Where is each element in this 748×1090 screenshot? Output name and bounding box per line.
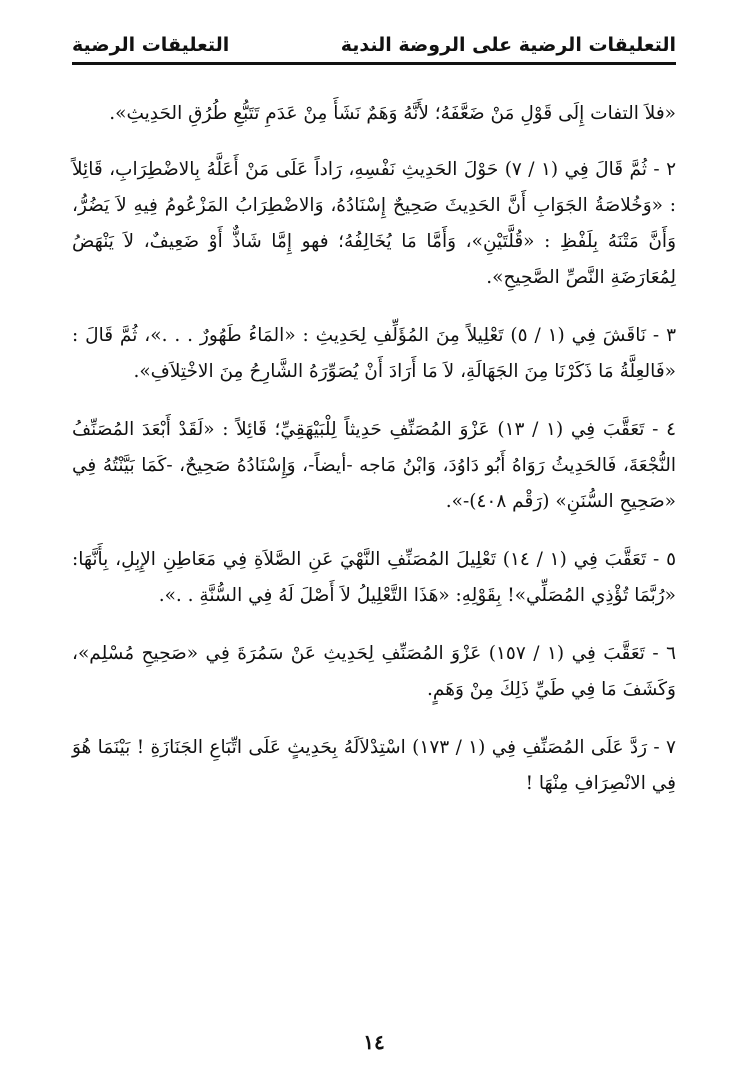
running-header xyxy=(72,28,676,62)
paragraph-item-5: ٥ - تَعَقَّبَ فِي (١ / ١٤) تَعْلِيلَ المُصَنِّفِ النَّهْيَ عَنِ الصَّلاَةِ فِي مَعَاطِنِ الإِبِلِ، بِأَنَّهَا: «رُبَّمَا تُؤْذِي المُصَلِّي»! بِقَوْلِهِ: «هَذَا التَّعْلِيلُ لاَ أَصْلَ لَهُ فِي السُّنَّةِ . .». xyxy=(72,549,677,606)
page-number: ١٤ xyxy=(363,1030,385,1054)
paragraph-item-3: ٣ - نَاقَشَ فِي (١ / ٥) تَعْلِيلاً مِنَ المُؤَلِّفِ لِحَدِيثِ : «المَاءُ طَهُورٌ . . .»، ثُمَّ قَالَ : «فَالعِلَّةُ مَا ذَكَرْنَا مِنَ الجَهَالَةِ، لاَ مَا أَرَادَ أَنْ يُصَوِّرَهُ الشَّارِحُ مِنَ الاخْتِلاَفِ». xyxy=(72,325,676,382)
body-text xyxy=(72,96,676,824)
running-header-book-title: التعليقات الرضية على الروضة الندية xyxy=(340,34,676,56)
paragraph-quote-continuation: «فلاَ التفات إِلَى قَوْلِ مَنْ ضَعَّفَهُ؛ لأَنَّهُ وَهَمٌ نَشَأَ مِنْ عَدَمِ تَتَبُّعِ طُرُقِ الحَدِيثِ». xyxy=(109,103,676,124)
running-header-section-title: التعليقات الرضية xyxy=(72,34,230,56)
paragraph-item-4: ٤ - تَعَقَّبَ فِي (١ / ١٣) عَزْوَ المُصَنِّفِ حَدِيثاً لِلْبَيْهَقِيِّ؛ قَائِلاً : «لَقَدْ أَبْعَدَ المُصَنِّفُ النُّجْعَةَ، فَالحَدِيثُ رَوَاهُ أَبُو دَاوُدَ، وَابْنُ مَاجه -أيضاً-، وَإِسْنَادُهُ صَحِيحٌ، -كَمَا بَيَّنْتُهُ فِي «صَحِيحِ السُّنَنِ» (رَقْم ٤٠٨)-». xyxy=(72,419,676,512)
paragraph-item-6: ٦ - تَعَقَّبَ فِي (١ / ١٥٧) عَزْوَ المُصَنِّفِ لِحَدِيثِ عَنْ سَمُرَةَ فِي «صَحِيحِ مُسْلِم»، وَكَشَفَ مَا فِي طَيِّ ذَلِكَ مِنْ وَهَمٍ. xyxy=(72,643,676,700)
paragraph-item-7: ٧ - رَدَّ عَلَى المُصَنِّفِ فِي (١ / ١٧٣) اسْتِدْلاَلَهُ بِحَدِيثٍ عَلَى اتِّبَاعِ الجَنَازَةِ ! بَيْنَمَا هُوَ فِي الانْصِرَافِ مِنْهَا ! xyxy=(72,737,676,794)
paragraph-item-2: ٢ - ثُمَّ قَالَ فِي (١ / ٧) حَوْلَ الحَدِيثِ نَفْسِهِ، رَاداً عَلَى مَنْ أَعَلَّهُ بِالاضْطِرَابِ، قَائِلاً : «وَخُلاصَةُ الجَوَابِ أَنَّ الحَدِيثَ صَحِيحٌ إِسْنَادُهُ، وَالاضْطِرَابُ المَزْعُومُ فِيهِ لاَ يَضُرُّ، وَأَنَّ مَتْنَهُ بِلَفْظِ : «قُلَّتَيْنِ»، وَأَمَّا مَا يُخَالِفُهُ؛ فهو إِمَّا شَاذٌّ أَوْ ضَعِيفٌ، لاَ يَنْهَضُ لِمُعَارَضَةِ النَّصِّ الصَّحِيحِ». xyxy=(72,159,677,288)
header-rule xyxy=(72,62,676,65)
